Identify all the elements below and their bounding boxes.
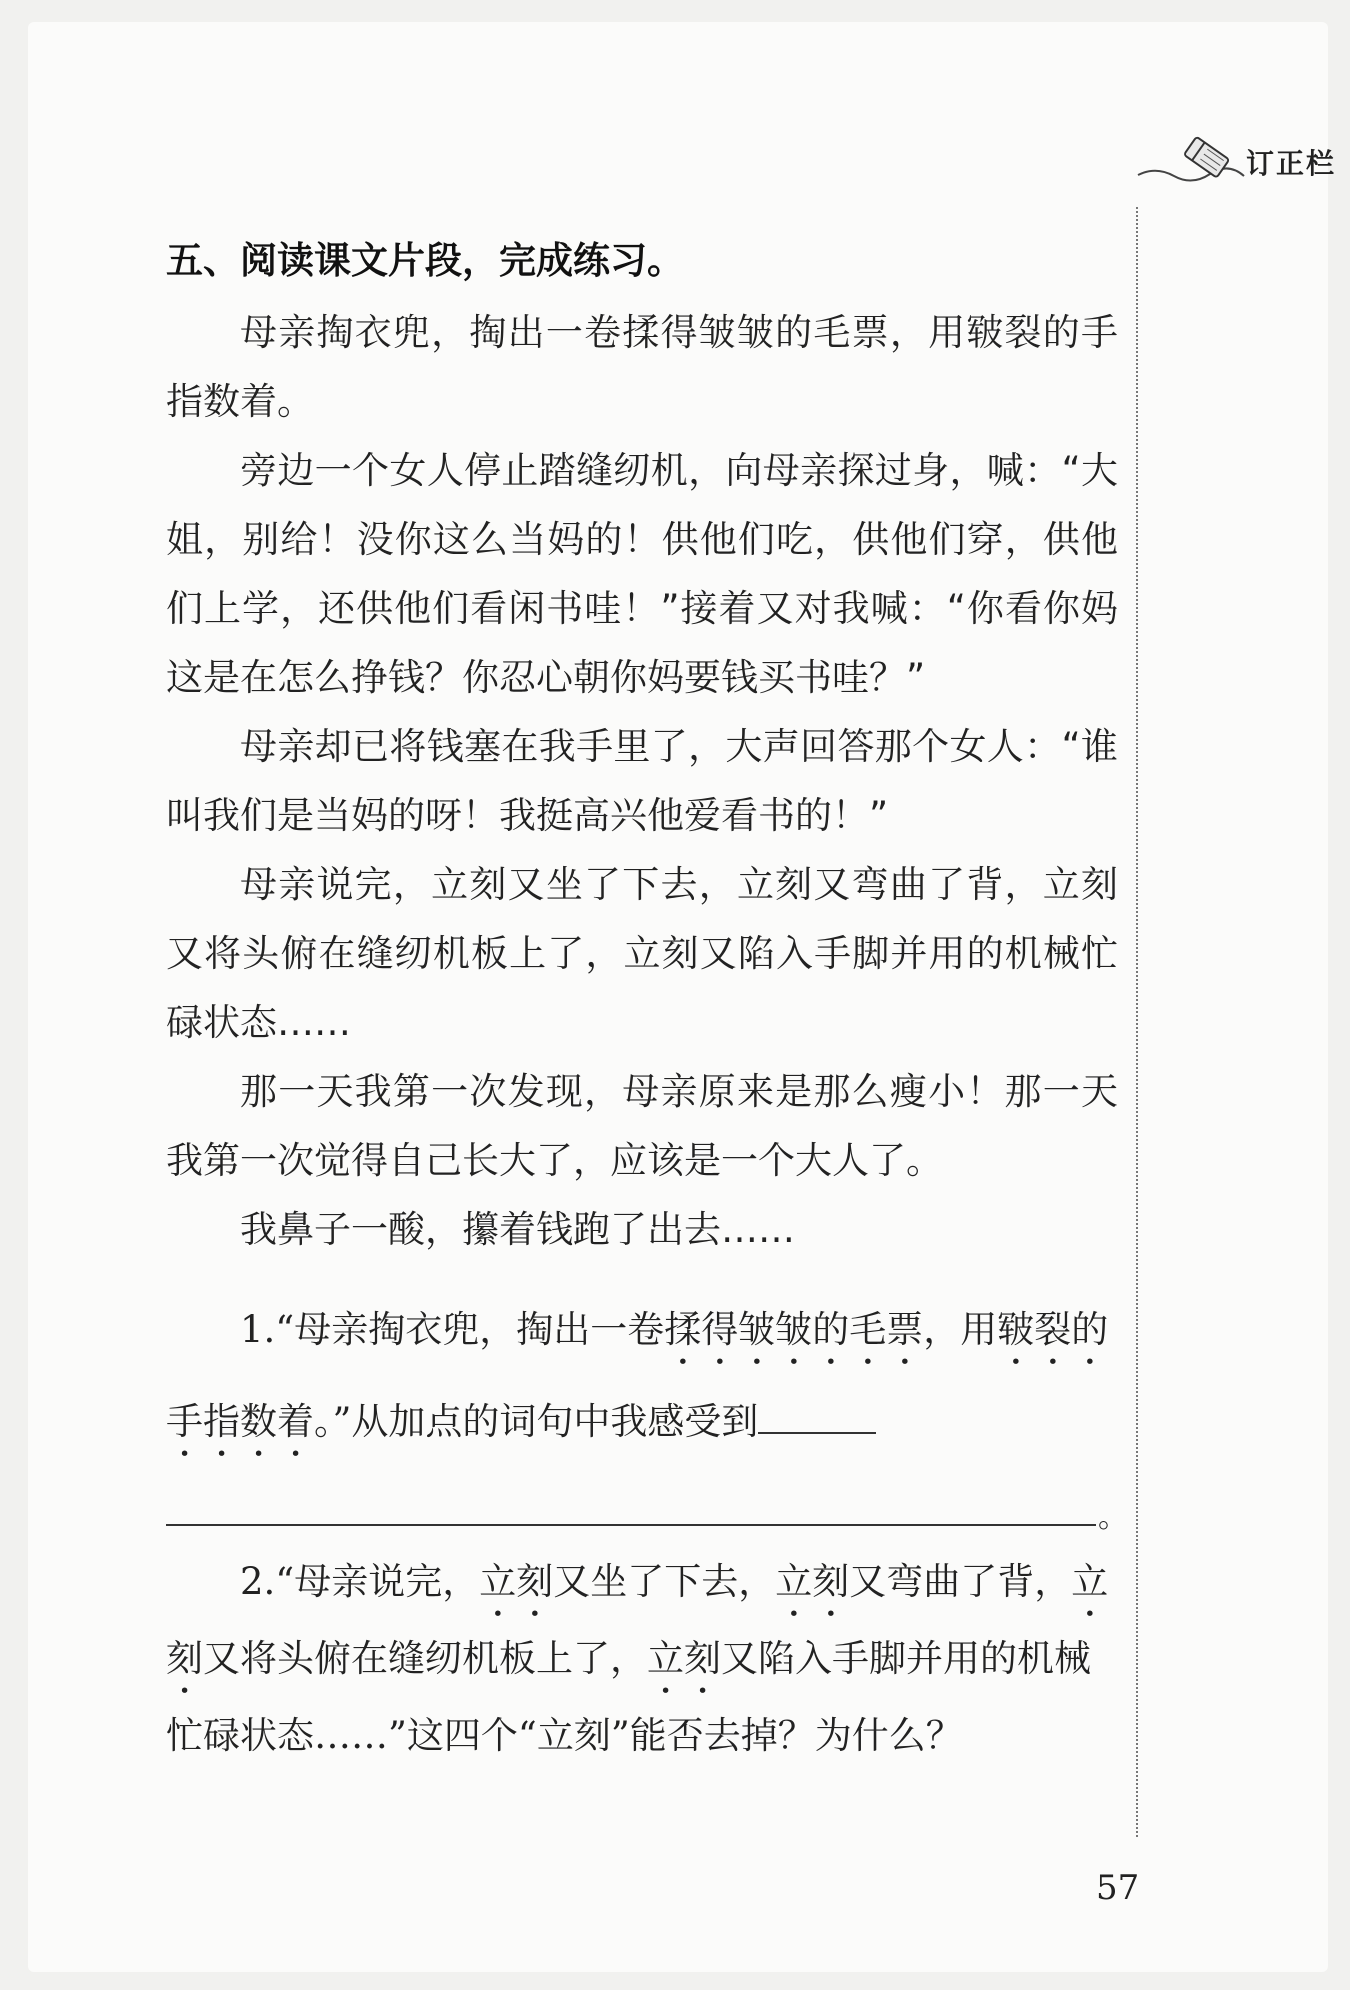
question-1-text: 1.“母亲掏衣兜，掏出一卷揉得皱皱的毛票，用皲裂的手指数着。”从加点的词句中我感受到	[166, 1308, 1109, 1443]
question-1	[166, 1284, 1118, 1468]
passage-paragraph: 母亲却已将钱塞在我手里了，大声回答那个女人：“谁叫我们是当妈的呀！我挺高兴他爱看书的！”	[166, 725, 1118, 837]
emphasized-word: 立刻	[647, 1637, 721, 1680]
emphasized-word: 立刻	[166, 1560, 1109, 1680]
question-2	[166, 1548, 1118, 1770]
emphasized-phrase: 皲裂的手指数着	[166, 1308, 1109, 1443]
workbook-page	[28, 22, 1337, 1972]
eraser-icon	[1136, 130, 1246, 190]
correction-column-divider	[1136, 207, 1138, 1837]
emphasized-phrase: 揉得皱皱的毛票	[664, 1308, 924, 1351]
correction-column-label: 订正栏	[1246, 147, 1337, 180]
section-title: 五、阅读课文片段，完成练习。	[166, 239, 684, 282]
answer-line[interactable]	[166, 1524, 1096, 1526]
passage-paragraph: 我鼻子一酸，攥着钱跑了出去……	[240, 1208, 795, 1251]
correction-column-header	[1136, 130, 1346, 200]
emphasized-word: 立刻	[775, 1560, 850, 1603]
question-2-text: 2.“母亲说完，立刻又坐了下去，立刻又弯曲了背，立刻又将头俯在缝纫机板上了，立刻又陷入手脚并用的机械忙碌状态……”这四个“立刻”能否去掉？为什么？	[166, 1560, 1109, 1757]
page-number: 57	[1096, 1868, 1140, 1908]
passage-paragraph: 那一天我第一次发现，母亲原来是那么瘦小！那一天我第一次觉得自己长大了，应该是一个大人了。	[166, 1070, 1118, 1182]
answer-blank[interactable]	[758, 1402, 876, 1434]
passage-paragraph: 旁边一个女人停止踏缝纫机，向母亲探过身，喊：“大姐，别给！没你这么当妈的！供他们吃，供他们穿，供他们上学，还供他们看闲书哇！”接着又对我喊：“你看你妈这是在怎么挣钱？你忍心朝你妈要钱买书哇？”	[166, 449, 1118, 699]
passage-paragraph: 母亲掏衣兜，掏出一卷揉得皱皱的毛票，用皲裂的手指数着。	[166, 311, 1118, 423]
reading-passage	[166, 298, 1118, 1264]
emphasized-word: 立刻	[479, 1560, 554, 1603]
answer-end-mark: 。	[1098, 1500, 1128, 1535]
passage-paragraph: 母亲说完，立刻又坐了下去，立刻又弯曲了背，立刻又将头俯在缝纫机板上了，立刻又陷入手脚并用的机械忙碌状态……	[166, 863, 1118, 1044]
